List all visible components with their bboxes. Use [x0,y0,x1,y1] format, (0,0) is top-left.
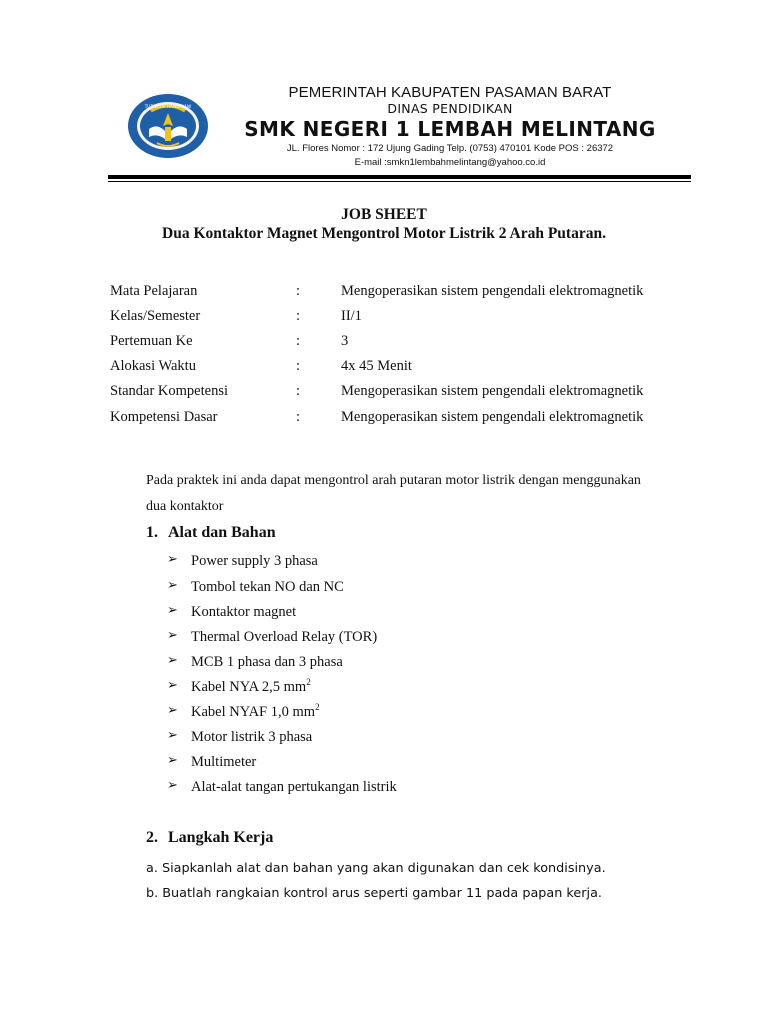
arrow-bullet-icon: ➢ [167,653,178,668]
arrow-bullet-icon: ➢ [167,703,178,718]
info-label: Alokasi Waktu [110,358,196,374]
list-item-superscript: 2 [306,677,311,687]
arrow-bullet-icon: ➢ [167,728,178,743]
header-department: DINAS PENDIDIKAN [387,101,513,116]
info-colon: : [296,283,301,299]
info-value: Mengoperasikan sistem pengendali elektromagnetik [341,383,644,399]
section-number: 1. [146,524,158,541]
list-item-text: Alat-alat tangan pertukangan listrik [191,779,397,795]
document-subtitle: Dua Kontaktor Magnet Mengontrol Motor Listrik 2 Arah Putaran. [162,225,606,242]
list-item-superscript: 2 [315,702,320,712]
info-label: Standar Kompetensi [110,383,228,399]
intro-line-2: dua kontaktor [146,499,224,514]
arrow-bullet-icon: ➢ [167,552,178,567]
section-heading [146,524,276,542]
info-colon: : [296,333,301,349]
info-row [0,358,768,380]
list-item-text: Kontaktor magnet [191,604,297,620]
info-row [0,409,768,431]
info-row [0,333,768,355]
arrow-bullet-icon: ➢ [167,753,178,768]
info-label: Pertemuan Ke [110,333,193,349]
info-colon: : [296,358,301,374]
info-value: 4x 45 Menit [341,358,412,374]
info-label: Kelas/Semester [110,308,201,324]
info-row [0,383,768,405]
list-item-text: Motor listrik 3 phasa [191,729,313,745]
info-colon: : [296,409,301,425]
section-title: Langkah Kerja [168,829,274,846]
info-value: II/1 [341,308,362,324]
header-address: JL. Flores Nomor : 172 Ujung Gading Telp. (0753) 470101 Kode POS : 26372 [286,143,614,154]
header-rule-thick [108,175,691,179]
list-item-text: Kabel NYA 2,5 mm [191,679,307,695]
arrow-bullet-icon: ➢ [167,628,178,643]
header-email: E-mail :smkn1lembahmelintang@yahoo.co.id [354,157,546,168]
document-title: JOB SHEET [341,206,427,223]
list-item-text: Power supply 3 phasa [191,553,318,569]
info-value: Mengoperasikan sistem pengendali elektromagnetik [341,283,644,299]
section-number: 2. [146,829,158,846]
list-item-text: Tombol tekan NO dan NC [191,579,344,595]
section-heading [146,829,273,847]
info-label: Mata Pelajaran [110,283,198,299]
section-title: Alat dan Bahan [168,524,276,541]
arrow-bullet-icon: ➢ [167,603,178,618]
arrow-bullet-icon: ➢ [167,778,178,793]
info-value: 3 [341,333,349,349]
school-logo [127,93,209,159]
info-row [0,283,768,305]
intro-line-1: Pada praktek ini anda dapat mengontrol arah putaran motor listrik dengan menggunakan [146,473,641,488]
list-item-text: Thermal Overload Relay (TOR) [191,629,378,645]
step-item: b. Buatlah rangkaian kontrol arus seperti gambar 11 pada papan kerja. [146,886,602,901]
step-item: a. Siapkanlah alat dan bahan yang akan digunakan dan cek kondisinya. [146,861,606,876]
list-item-text: Kabel NYAF 1,0 mm [191,704,316,720]
header-government: PEMERINTAH KABUPATEN PASAMAN BARAT [288,84,612,101]
logo-lettering: TUT WURI HANDAYANI [144,104,192,109]
info-colon: : [296,383,301,399]
arrow-bullet-icon: ➢ [167,578,178,593]
info-row [0,308,768,330]
list-item-text: Multimeter [191,754,257,770]
info-value: Mengoperasikan sistem pengendali elektromagnetik [341,409,644,425]
header-rule-thin [108,181,691,182]
list-item-text: MCB 1 phasa dan 3 phasa [191,654,343,670]
arrow-bullet-icon: ➢ [167,678,178,693]
info-label: Kompetensi Dasar [110,409,218,425]
header-school-name: SMK NEGERI 1 LEMBAH MELINTANG [244,117,656,141]
info-colon: : [296,308,301,324]
